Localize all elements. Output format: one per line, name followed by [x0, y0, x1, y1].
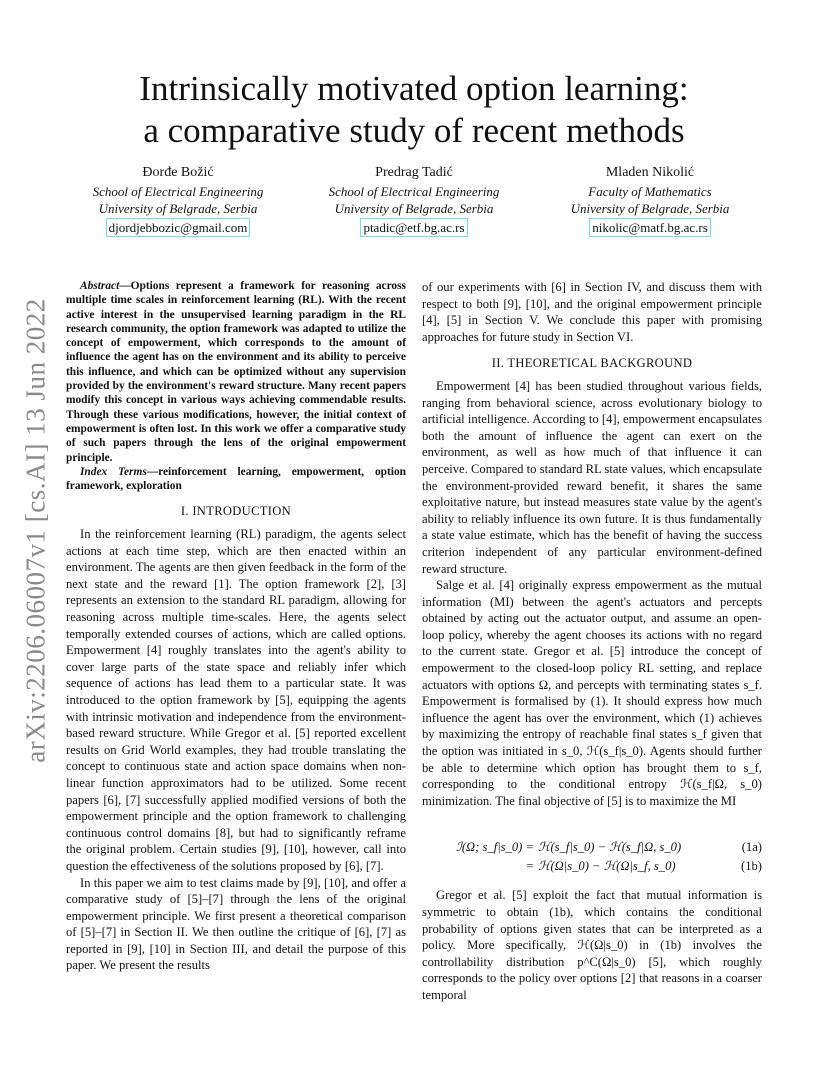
equation-number: (1a) [741, 839, 762, 854]
equation-number: (1b) [741, 858, 762, 873]
abstract-label: Abstract [80, 280, 120, 292]
introduction-paragraph-1: In the reinforcement learning (RL) paradigm, the agents select actions at each time step, which are then enacted within an environment. The agents are then given feedback in the form of the next state and the reward [1]. The option framework [2], [3] represents an extension to the standard RL paradigm, allowing for reasoning across multiple time-scales. Here, the agents select temporally extended courses of actions, which are called options. Empowerment [4] roughly translates into the agent's ability to cover large parts of the state space and reliably infer which sequence of actions has lead them to a particular state. It was introduced to the option framework by [5], equipping the agents with intrinsic motivation and independence from the environment-based reward structure. While Gregor et al. [5] reported excellent results on Grid World examples, they had trouble translating the concept to continuous state and action space domains when non-linear function approximators had to be utilized. Some recent papers [6], [7] successfully applied modified versions of both the empowerment principle and the option framework to challenging continuous control domains [8], but had to significantly reframe the original problem. Certain studies [9], [10], however, call into question the effectiveness of the solutions proposed by [6], [7]. [66, 527, 406, 873]
equation-row-1a [422, 837, 762, 856]
introduction-paragraph-3: of our experiments with [6] in Section IV, and discuss them with respect to both [9], [10], and the original empowerment principle [4], [5] in Section V. We conclude this paper with promising approaches for future study in Section VI. [422, 280, 762, 344]
abstract [66, 279, 406, 465]
arxiv-identifier: arXiv:2206.06007v1 [cs.AI] 13 Jun 2022 [20, 297, 51, 763]
author-affiliation: University of Belgrade, Serbia [98, 201, 258, 216]
left-column [66, 279, 406, 974]
equation-1 [422, 837, 762, 875]
author-name: Mladen Nikolić [605, 165, 695, 180]
background-paragraph-2: Salge et al. [4] originally express empowerment as the mutual information (MI) between the agent's actuators and percepts obtained by acting out the actuator output, and assume an open-loop policy, whereby the agent chooses its actions with no regard to the current state. Gregor et al. [5] introduce the concept of empowerment to the closed-loop policy RL setting, and replace actuators with options Ω, and percepts with terminating states s_f. Empowerment is formalised by (1). It should express how much influence the agent has over the environment, which (1) achieves by maximizing the entropy of reachable final states s_f given that the option was initiated in s_0, ℋ(s_f|s_0). Agents should further be able to determine which option has brought them to s_f, corresponding to the conditional entropy ℋ(s_f|Ω, s_0) minimization. The final objective of [5] is to maximize the MI [422, 578, 762, 808]
title-line-1: Intrinsically motivated option learning: [139, 69, 689, 108]
index-terms-text: —reinforcement learning, empowerment, option framework, exploration [66, 465, 406, 493]
equation-lhs: = [525, 858, 534, 873]
background-paragraph-3: Gregor et al. [5] exploit the fact that mutual information is symmetric to obtain (1b), which contains the conditional probability of options given states that can be interpreted as a policy. More specifically, ℋ(Ω|s_0) in (1b) involves the controllability distribution p^C(Ω|s_0) [5], which roughly corresponds to the policy over options [2] that reasons in a coarser temporal [422, 888, 762, 1002]
author-affiliation: School of Electrical Engineering [328, 184, 500, 199]
author-affiliation: University of Belgrade, Serbia [334, 201, 494, 216]
section-heading-introduction: I. INTRODUCTION [180, 504, 292, 519]
author-name: Predrag Tadić [375, 165, 453, 180]
author-3 [532, 164, 768, 237]
index-terms [66, 465, 406, 494]
paper-title [60, 68, 768, 152]
abstract-text: —Options represent a framework for reasoning across multiple time scales in reinforcement learning (RL). With the recent active interest in the unsupervised learning paradigm in the RL research community, the option framework was adapted to utilize the concept of empowerment, which corresponds to the amount of influence the agent has on the environment and its ability to perceive this influence, and which can be optimized without any supervision provided by the environment's reward structure. Many recent papers modify this concept in various ways achieving commendable results. Through these various modifications, however, the initial context of empowerment is often lost. In this work we offer a comparative study of such papers through the lens of the original empowerment principle. [66, 280, 406, 464]
author-affiliation: Faculty of Mathematics [588, 184, 712, 199]
author-name: Đorđe Božić [142, 165, 214, 180]
title-line-2: a comparative study of recent methods [143, 111, 685, 150]
right-column [422, 279, 762, 1004]
author-email-link[interactable]: djordjebbozic@gmail.com [106, 218, 251, 237]
equation-lhs: ℐ(Ω; s_f|s_0) = [455, 839, 534, 854]
author-affiliation: University of Belgrade, Serbia [570, 201, 730, 216]
author-affiliation: School of Electrical Engineering [92, 184, 264, 199]
author-email-link[interactable]: ptadic@etf.bg.ac.rs [360, 218, 467, 237]
equation-rhs: ℋ(Ω|s_0) − ℋ(Ω|s_f, s_0) [538, 858, 676, 873]
author-email-link[interactable]: nikolic@matf.bg.ac.rs [589, 218, 711, 237]
author-2 [296, 164, 532, 237]
arxiv-watermark [8, 297, 64, 763]
section-heading-theoretical-background: II. THEORETICAL BACKGROUND [491, 356, 693, 371]
equation-rhs: ℋ(s_f|s_0) − ℋ(s_f|Ω, s_0) [538, 839, 682, 854]
author-1 [60, 164, 296, 237]
equation-row-1b [422, 856, 762, 875]
author-block [60, 164, 768, 237]
introduction-paragraph-2: In this paper we aim to test claims made by [9], [10], and offer a comparative study of [5]–[7] through the lens of the original empowerment principle. We first present a theoretical comparison of [5]–[7] in Section II. We then outline the critique of [6], [7] as reported in [9], [10] in Section III, and detail the purpose of this paper. We present the results [66, 875, 406, 973]
index-terms-label: Index Terms [80, 465, 147, 478]
background-paragraph-1: Empowerment [4] has been studied throughout various fields, ranging from behavioral science, across evolutionary biology to artificial intelligence. According to [4], empowerment encapsulates both the amount of influence the agent can exert on the environment, as well as how much of that influence it can perceive. Compared to standard RL state values, which encapsulate the environment-provided reward benefit, it shares the same exploitative nature, but instead measures state value by the agent's ability to reliably influence its own future. It is thus fundamentally a state value estimate, which has the benefit of having the success criterion independent of any particular environment-defined reward structure. [422, 378, 762, 576]
